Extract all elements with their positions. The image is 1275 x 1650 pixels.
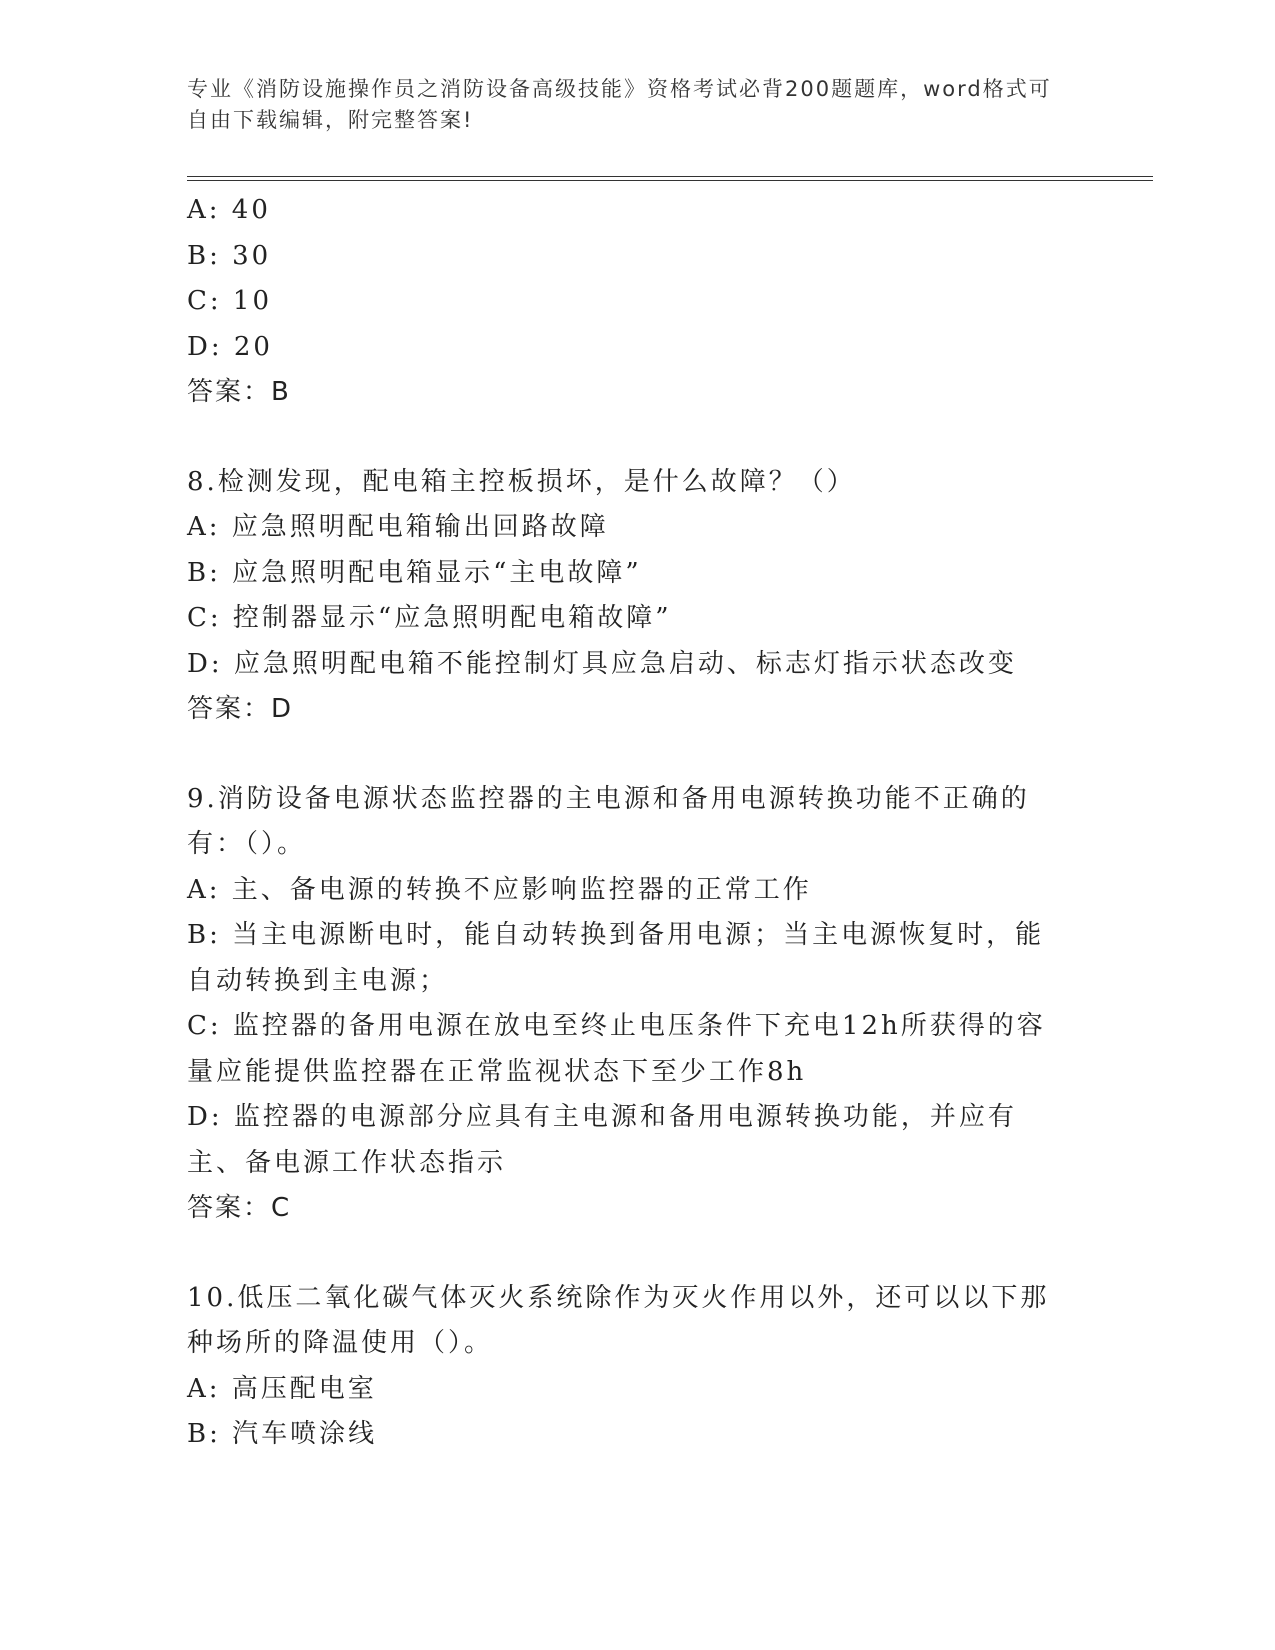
q9-option-c: C: 监控器的备用电源在放电至终止电压条件下充电12h所获得的容量应能提供监控器在正常监视状态下至少工作8h (187, 1011, 1046, 1087)
q7-option-d: D: 20 (187, 331, 273, 362)
question-list (187, 188, 1067, 1458)
question-7-block (187, 188, 1067, 416)
q7-option-a: A: 40 (187, 195, 271, 225)
q7-option-c: C: 10 (187, 286, 273, 316)
q8-option-c: C: 控制器显示“应急照明配电箱故障” (187, 603, 672, 633)
q9-option-a: A: 主、备电源的转换不应影响监控器的正常工作 (187, 874, 812, 905)
q10-option-a: A: 高压配电室 (187, 1373, 377, 1404)
question-10-block (187, 1276, 1067, 1458)
q9-option-d: D: 监控器的电源部分应具有主电源和备用电源转换功能，并应有主、备电源工作状态指示 (187, 1102, 1017, 1178)
q8-option-b: B: 应急照明配电箱显示“主电故障” (187, 557, 642, 588)
header-divider (187, 176, 1153, 181)
q7-answer: 答案：B (187, 377, 291, 407)
q10-stem: 10.低压二氧化碳气体灭火系统除作为灭火作用以外，还可以以下那种场所的降温使用（）。 (187, 1282, 1050, 1358)
spacer (187, 733, 1067, 777)
spacer (187, 416, 1067, 460)
spacer (187, 1232, 1067, 1276)
q8-option-d: D: 应急照明配电箱不能控制灯具应急启动、标志灯指示状态改变 (187, 648, 1017, 679)
q9-stem: 9.消防设备电源状态监控器的主电源和备用电源转换功能不正确的有：（）。 (187, 783, 1030, 859)
q7-option-b: B: 30 (187, 240, 272, 271)
question-8-block (187, 460, 1067, 733)
q8-option-a: A: 应急照明配电箱输出回路故障 (187, 512, 609, 542)
q10-option-b: B: 汽车喷涂线 (187, 1419, 378, 1449)
q9-option-b: B: 当主电源断电时，能自动转换到备用电源；当主电源恢复时，能自动转换到主电源； (187, 920, 1045, 996)
q9-answer: 答案：C (187, 1193, 292, 1223)
question-9-block (187, 777, 1067, 1232)
q8-stem: 8.检测发现，配电箱主控板损坏，是什么故障？（） (187, 466, 856, 497)
document-header: 专业《消防设施操作员之消防设备高级技能》资格考试必背200题题库，word格式可自由下载编辑，附完整答案! (187, 77, 1052, 132)
q8-answer: 答案：D (187, 694, 294, 724)
